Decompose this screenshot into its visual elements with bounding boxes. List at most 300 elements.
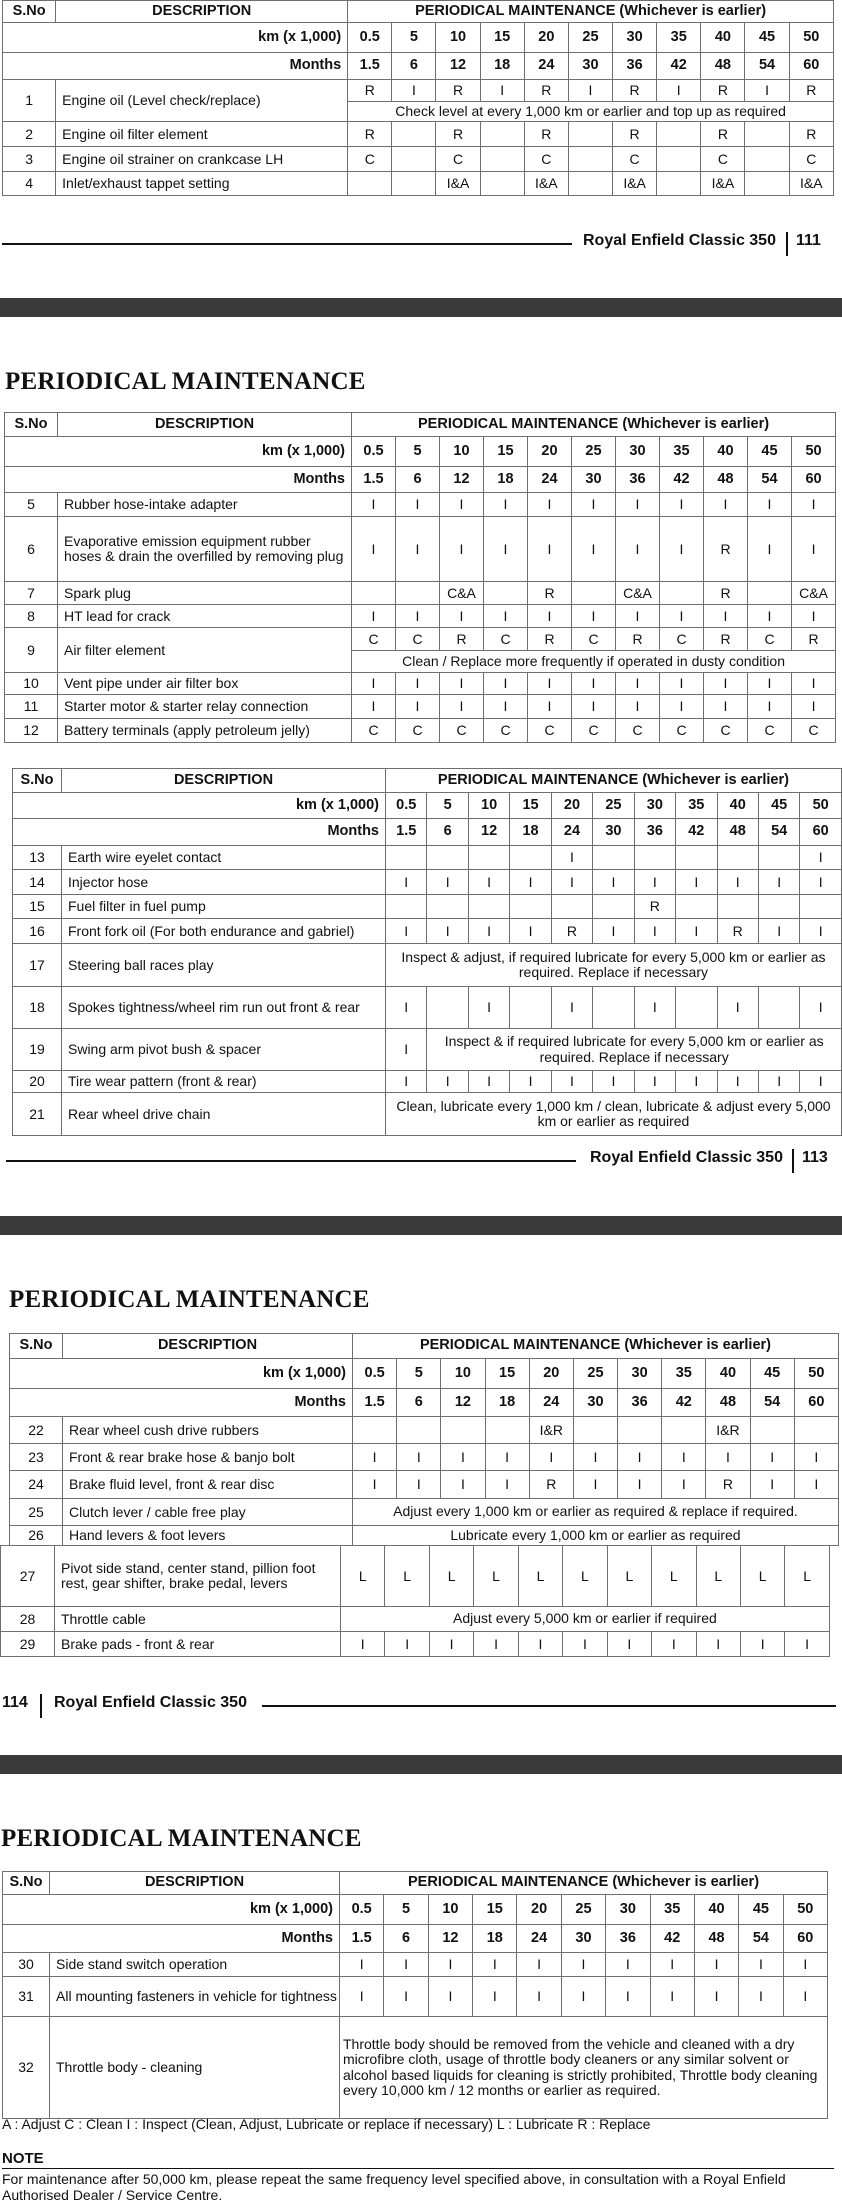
table-row (5, 719, 836, 743)
desc-cell: Steering ball races play (62, 944, 386, 987)
note-cell: Adjust every 5,000 km or earlier if required (341, 1607, 830, 1632)
value-cell: I&A (524, 172, 568, 196)
maintenance-table-p114-lower (0, 1545, 830, 1657)
value-cell: I (510, 919, 551, 944)
value-cell: I (800, 1071, 842, 1093)
value-cell: I (563, 1632, 607, 1657)
value-cell: I (634, 987, 675, 1029)
value-cell (750, 1417, 794, 1444)
table-row (10, 1444, 839, 1471)
value-cell: I (397, 1444, 441, 1471)
km-value: 45 (748, 437, 792, 467)
value-cell: L (652, 1546, 696, 1607)
value-cell (510, 895, 551, 919)
value-cell: I (717, 870, 758, 895)
periodical-header: PERIODICAL MAINTENANCE (Whichever is earlier) (348, 1, 834, 23)
desc-cell: Tire wear pattern (front & rear) (62, 1071, 386, 1093)
value-cell: I (484, 493, 528, 517)
page-separator (0, 1216, 842, 1235)
value-cell: I (657, 80, 701, 102)
value-cell: I (386, 1071, 427, 1093)
months-label: Months (3, 53, 348, 80)
value-cell: I (792, 695, 836, 719)
desc-cell: Earth wire eyelet contact (62, 846, 386, 870)
value-cell (573, 1417, 617, 1444)
value-cell (568, 122, 612, 147)
value-cell: I (652, 1632, 696, 1657)
value-cell: I&A (436, 172, 480, 196)
months-value: 1.5 (386, 819, 427, 846)
km-value: 0.5 (340, 1895, 384, 1925)
value-cell: I (748, 517, 792, 582)
value-cell: R (524, 80, 568, 102)
value-cell: I (792, 517, 836, 582)
desc-cell: Vent pipe under air filter box (58, 673, 352, 695)
value-cell: I (385, 1632, 429, 1657)
km-value: 40 (706, 1359, 750, 1389)
value-cell (660, 582, 704, 605)
value-cell: I (440, 517, 484, 582)
table-row (3, 1953, 828, 1977)
desc-cell: Starter motor & starter relay connection (58, 695, 352, 719)
footer-brand: Royal Enfield Classic 350 (590, 1149, 783, 1166)
value-cell: I (748, 605, 792, 628)
km-value: 50 (783, 1895, 827, 1925)
months-row (10, 1389, 839, 1417)
value-cell: I (750, 1471, 794, 1499)
km-value: 5 (397, 1359, 441, 1389)
value-cell: I (572, 695, 616, 719)
km-value: 25 (593, 793, 634, 819)
value-cell: I (386, 1029, 427, 1071)
value-cell: I (758, 1071, 799, 1093)
value-cell: I (528, 517, 572, 582)
table-row (13, 1029, 842, 1071)
value-cell: I (429, 1632, 473, 1657)
desc-cell: Battery terminals (apply petroleum jelly) (58, 719, 352, 743)
months-value: 12 (436, 53, 480, 80)
value-cell: I (440, 673, 484, 695)
desc-cell: Rear wheel cush drive rubbers (63, 1417, 353, 1444)
value-cell: I (484, 605, 528, 628)
value-cell (593, 987, 634, 1029)
sno-cell: 26 (10, 1526, 63, 1546)
note-cell: Throttle body should be removed from the vehicle and cleaned with a dry microfibre cloth, usage of throttle body cleaners or any similar solvent or alcohol based liquids for cleaning is strictly prohibited, Throttle body cleaning every 10,000 km / 12 months or earlier as required. (340, 2017, 828, 2119)
table-row (5, 695, 836, 719)
value-cell: I (384, 1953, 428, 1977)
value-cell: R (634, 895, 675, 919)
value-cell: L (385, 1546, 429, 1607)
km-value: 25 (572, 437, 616, 467)
value-cell: I (706, 1444, 750, 1471)
value-cell: I (739, 1953, 783, 1977)
months-value: 12 (428, 1925, 472, 1953)
km-value: 20 (528, 437, 572, 467)
months-value: 48 (694, 1925, 738, 1953)
value-cell: I (704, 673, 748, 695)
value-cell: I (616, 605, 660, 628)
sno-cell: 11 (5, 695, 58, 719)
value-cell: C (352, 628, 396, 651)
value-cell: I (694, 1977, 738, 2017)
value-cell (657, 147, 701, 172)
desc-cell: Spark plug (58, 582, 352, 605)
sno-cell: 9 (5, 628, 58, 673)
months-value: 24 (517, 1925, 561, 1953)
sno-header: S.No (3, 1, 56, 23)
months-value: 60 (789, 53, 833, 80)
months-value: 54 (750, 1389, 794, 1417)
value-cell (593, 895, 634, 919)
table-row (5, 605, 836, 628)
value-cell: L (696, 1546, 740, 1607)
value-cell: I (468, 1071, 509, 1093)
value-cell (568, 172, 612, 196)
months-value: 12 (468, 819, 509, 846)
value-cell: C (748, 628, 792, 651)
value-cell: I (386, 919, 427, 944)
km-value: 10 (468, 793, 509, 819)
months-value: 6 (397, 1389, 441, 1417)
value-cell: R (348, 80, 392, 102)
value-cell: R (704, 628, 748, 651)
months-row (3, 53, 834, 80)
value-cell: I (694, 1953, 738, 1977)
value-cell: C (613, 147, 657, 172)
months-value: 1.5 (352, 467, 396, 493)
note-title: NOTE (2, 2150, 44, 2167)
value-cell: I (473, 1977, 517, 2017)
months-value: 24 (528, 467, 572, 493)
sno-cell: 15 (13, 895, 62, 919)
km-value: 45 (758, 793, 799, 819)
value-cell: I (794, 1444, 838, 1471)
value-cell: I (745, 80, 789, 102)
km-value: 5 (427, 793, 468, 819)
value-cell: I (662, 1471, 706, 1499)
value-cell: I (800, 919, 842, 944)
value-cell: R (524, 122, 568, 147)
value-cell (748, 582, 792, 605)
months-label: Months (3, 1925, 340, 1953)
sno-cell: 30 (3, 1953, 50, 1977)
value-cell (618, 1417, 662, 1444)
sno-cell: 24 (10, 1471, 63, 1499)
value-cell: I (758, 919, 799, 944)
value-cell: I (396, 673, 440, 695)
km-value: 40 (701, 23, 745, 53)
sno-cell: 10 (5, 673, 58, 695)
value-cell: R (704, 582, 748, 605)
value-cell: I (528, 695, 572, 719)
table-row (5, 582, 836, 605)
km-value: 0.5 (386, 793, 427, 819)
months-label: Months (10, 1389, 353, 1417)
value-cell (794, 1417, 838, 1444)
value-cell (758, 987, 799, 1029)
value-cell: I (484, 673, 528, 695)
km-row (13, 793, 842, 819)
value-cell: I (440, 493, 484, 517)
value-cell: R (348, 122, 392, 147)
value-cell: I (572, 517, 616, 582)
desc-cell: Air filter element (58, 628, 352, 673)
value-cell: I&R (529, 1417, 573, 1444)
desc-cell: Inlet/exhaust tappet setting (56, 172, 348, 196)
value-cell: I&R (706, 1417, 750, 1444)
value-cell: I (561, 1977, 605, 2017)
value-cell: I (340, 1977, 384, 2017)
value-cell: C&A (792, 582, 836, 605)
km-value: 50 (789, 23, 833, 53)
sno-cell: 6 (5, 517, 58, 582)
value-cell: I (484, 517, 528, 582)
description-header: DESCRIPTION (62, 769, 386, 793)
table-row (13, 846, 842, 870)
km-value: 20 (529, 1359, 573, 1389)
months-value: 1.5 (353, 1389, 397, 1417)
value-cell (572, 582, 616, 605)
value-cell: I (572, 673, 616, 695)
value-cell: C (396, 719, 440, 743)
value-cell: I (441, 1444, 485, 1471)
desc-cell: Spokes tightness/wheel rim run out front & rear (62, 987, 386, 1029)
value-cell: I (593, 1071, 634, 1093)
km-value: 30 (606, 1895, 650, 1925)
months-value: 36 (618, 1389, 662, 1417)
value-cell: C (704, 719, 748, 743)
value-cell (662, 1417, 706, 1444)
periodical-header: PERIODICAL MAINTENANCE (Whichever is earlier) (386, 769, 842, 793)
km-row (3, 23, 834, 53)
months-value: 54 (758, 819, 799, 846)
periodical-header: PERIODICAL MAINTENANCE (Whichever is earlier) (353, 1334, 839, 1359)
value-cell: R (701, 80, 745, 102)
months-row (5, 467, 836, 493)
value-cell: I (473, 1953, 517, 1977)
table-header-row (3, 1872, 828, 1895)
value-cell: C (748, 719, 792, 743)
table-header-row (13, 769, 842, 793)
months-value: 42 (660, 467, 704, 493)
desc-cell: Front & rear brake hose & banjo bolt (63, 1444, 353, 1471)
value-cell (484, 582, 528, 605)
value-cell: R (717, 919, 758, 944)
km-value: 10 (441, 1359, 485, 1389)
note-cell: Inspect & adjust, if required lubricate for every 5,000 km or earlier as required. Replace if necessary (386, 944, 842, 987)
page-separator (0, 1755, 842, 1774)
value-cell: I (618, 1444, 662, 1471)
value-cell: I (468, 870, 509, 895)
value-cell: I (573, 1444, 617, 1471)
desc-cell: Hand levers & foot levers (63, 1526, 353, 1546)
months-value: 18 (480, 53, 524, 80)
months-value: 6 (392, 53, 436, 80)
km-value: 35 (650, 1895, 694, 1925)
value-cell (392, 122, 436, 147)
sno-cell: 5 (5, 493, 58, 517)
value-cell (427, 987, 468, 1029)
sno-cell: 1 (3, 80, 56, 122)
km-value: 35 (657, 23, 701, 53)
months-row (3, 1925, 828, 1953)
value-cell (745, 172, 789, 196)
value-cell (480, 172, 524, 196)
months-value: 60 (783, 1925, 827, 1953)
value-cell: I (480, 80, 524, 102)
months-value: 36 (616, 467, 660, 493)
km-label: km (x 1,000) (3, 23, 348, 53)
months-value: 18 (473, 1925, 517, 1953)
page-footer-114 (0, 1694, 842, 1716)
km-value: 0.5 (352, 437, 396, 467)
value-cell: I (528, 605, 572, 628)
months-value: 48 (701, 53, 745, 80)
value-cell: I (352, 493, 396, 517)
value-cell: R (440, 628, 484, 651)
table-header-row (3, 1, 834, 23)
value-cell: L (429, 1546, 473, 1607)
value-cell: I (386, 987, 427, 1029)
value-cell (510, 846, 551, 870)
value-cell: I (783, 1977, 827, 2017)
page-title: PERIODICAL MAINTENANCE (9, 1286, 370, 1313)
value-cell: I (384, 1977, 428, 2017)
km-value: 15 (473, 1895, 517, 1925)
value-cell: L (607, 1546, 651, 1607)
value-cell: I (616, 517, 660, 582)
value-cell (676, 987, 717, 1029)
value-cell (468, 895, 509, 919)
km-value: 5 (384, 1895, 428, 1925)
value-cell (485, 1417, 529, 1444)
value-cell: I (352, 517, 396, 582)
table-row (10, 1471, 839, 1499)
months-value: 6 (427, 819, 468, 846)
value-cell: I (606, 1977, 650, 2017)
months-value: 12 (441, 1389, 485, 1417)
value-cell: I (704, 695, 748, 719)
value-cell: C (348, 147, 392, 172)
km-label: km (x 1,000) (5, 437, 352, 467)
months-value: 18 (484, 467, 528, 493)
km-value: 50 (800, 793, 842, 819)
value-cell: I (517, 1953, 561, 1977)
km-value: 0.5 (348, 23, 392, 53)
months-label: Months (5, 467, 352, 493)
sno-cell: 21 (13, 1093, 62, 1136)
desc-cell: Swing arm pivot bush & spacer (62, 1029, 386, 1071)
value-cell: I (561, 1953, 605, 1977)
description-header: DESCRIPTION (50, 1872, 340, 1895)
sno-cell: 19 (13, 1029, 62, 1071)
value-cell: I (551, 846, 592, 870)
months-value: 36 (606, 1925, 650, 1953)
value-cell (676, 846, 717, 870)
page-footer-113 (0, 1149, 842, 1171)
value-cell: I (758, 870, 799, 895)
months-value: 6 (384, 1925, 428, 1953)
value-cell: I (660, 695, 704, 719)
value-cell: I (572, 605, 616, 628)
km-value: 30 (618, 1359, 662, 1389)
sno-cell: 12 (5, 719, 58, 743)
km-label: km (x 1,000) (13, 793, 386, 819)
value-cell: C (616, 719, 660, 743)
value-cell: R (551, 919, 592, 944)
km-row (5, 437, 836, 467)
value-cell (568, 147, 612, 172)
sno-cell: 20 (13, 1071, 62, 1093)
value-cell: R (706, 1471, 750, 1499)
value-cell: I (634, 1071, 675, 1093)
sno-cell: 2 (3, 122, 56, 147)
footer-brand: Royal Enfield Classic 350 (54, 1694, 247, 1711)
value-cell: I (427, 870, 468, 895)
value-cell: R (789, 80, 833, 102)
desc-cell: Fuel filter in fuel pump (62, 895, 386, 919)
sno-cell: 8 (5, 605, 58, 628)
value-cell: I (785, 1632, 829, 1657)
desc-cell: Front fork oil (For both endurance and gabriel) (62, 919, 386, 944)
value-cell: I (616, 493, 660, 517)
value-cell: L (563, 1546, 607, 1607)
value-cell: R (613, 122, 657, 147)
table-row (3, 172, 834, 196)
desc-cell: Rubber hose-intake adapter (58, 493, 352, 517)
months-row (13, 819, 842, 846)
page-separator (0, 298, 842, 317)
note-text: For maintenance after 50,000 km, please repeat the same frequency level specified above, in consultation with a Royal Enfield Authorised Dealer / Service Centre. (2, 2171, 786, 2204)
table-row (13, 1071, 842, 1093)
value-cell: R (529, 1471, 573, 1499)
value-cell: I (510, 870, 551, 895)
value-cell: I (485, 1444, 529, 1471)
value-cell: I (528, 493, 572, 517)
km-value: 5 (392, 23, 436, 53)
value-cell: C (396, 628, 440, 651)
value-cell: I (650, 1953, 694, 1977)
value-cell: C (436, 147, 480, 172)
value-cell (468, 846, 509, 870)
value-cell (397, 1417, 441, 1444)
value-cell: I (397, 1471, 441, 1499)
value-cell: I&A (613, 172, 657, 196)
value-cell: I (568, 80, 612, 102)
km-value: 20 (517, 1895, 561, 1925)
value-cell: C (440, 719, 484, 743)
km-value: 15 (480, 23, 524, 53)
months-value: 1.5 (348, 53, 392, 80)
table-row (13, 895, 842, 919)
note-cell: Inspect & if required lubricate for every 5,000 km or earlier as required. Replace if necessary (427, 1029, 841, 1071)
km-value: 35 (676, 793, 717, 819)
km-row (3, 1895, 828, 1925)
value-cell: R (792, 628, 836, 651)
desc-cell: Engine oil (Level check/replace) (56, 80, 348, 122)
value-cell: I (573, 1471, 617, 1499)
months-value: 30 (561, 1925, 605, 1953)
sno-cell: 29 (1, 1632, 55, 1657)
value-cell: I (740, 1632, 784, 1657)
value-cell (745, 122, 789, 147)
table-row (3, 1977, 828, 2017)
value-cell: I (792, 673, 836, 695)
sno-cell: 23 (10, 1444, 63, 1471)
desc-cell: Pivot side stand, center stand, pillion foot rest, gear shifter, brake pedal, levers (55, 1546, 341, 1607)
table-row (5, 673, 836, 695)
sno-header: S.No (10, 1334, 63, 1359)
